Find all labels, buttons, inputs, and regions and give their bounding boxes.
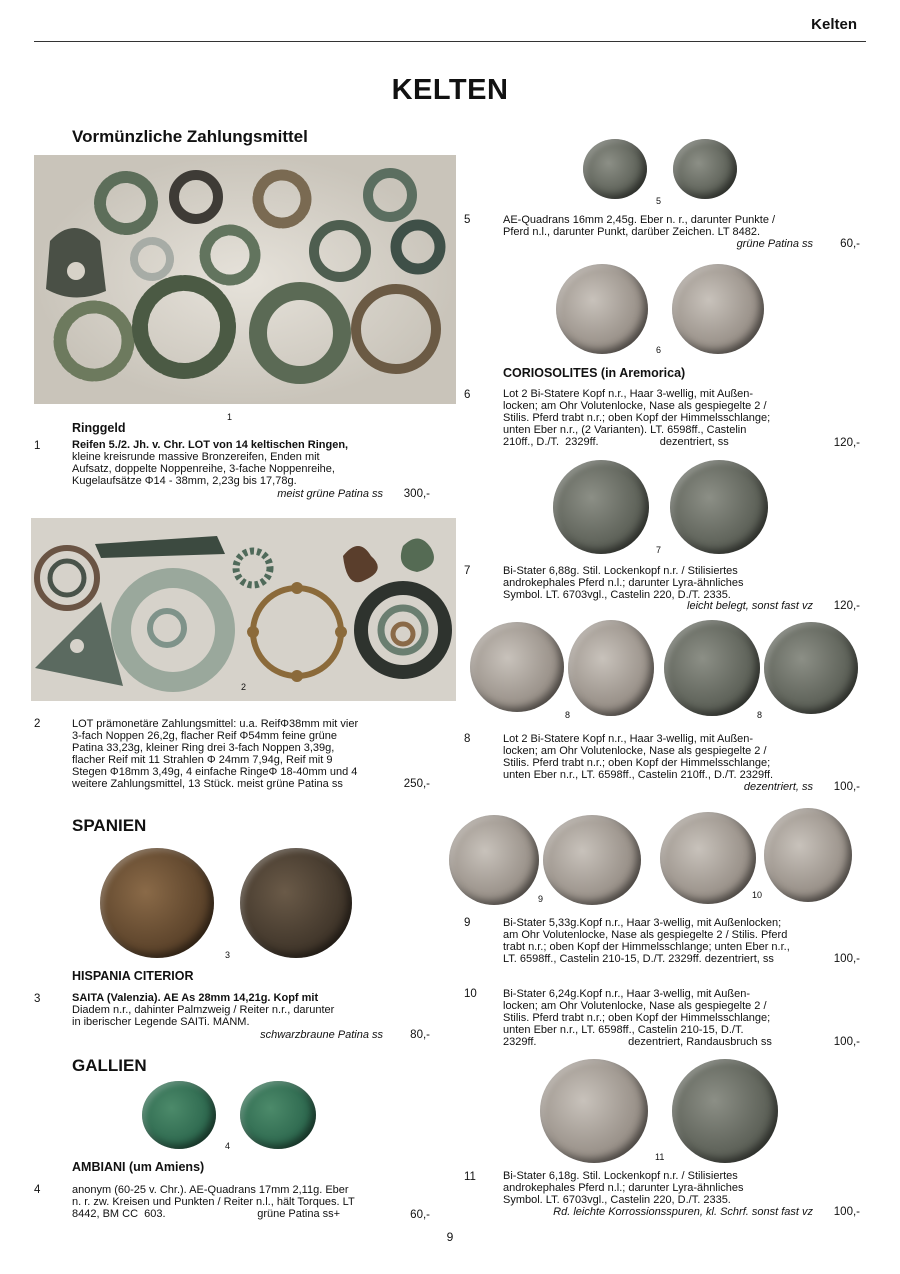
figure-number-9: 9 [538, 894, 544, 904]
coin-8b-reverse [764, 622, 858, 714]
lot-number-4: 4 [34, 1184, 41, 1196]
lot-9-line-3: trabt n.r.; oben Kopf der Himmelsschlange; unten Eber n.r., [503, 941, 790, 953]
lot-price-6: 120,- [833, 437, 860, 449]
figure-number-10: 10 [752, 890, 763, 900]
coin-8a-obverse [470, 622, 564, 712]
lot-grade-1: meist grüne Patina ss [277, 488, 383, 500]
coin-10-obverse [660, 812, 756, 904]
coin-5-reverse [673, 139, 737, 199]
lot-description-4 [72, 1184, 383, 1220]
lot-grade-3: schwarzbraune Patina ss [260, 1029, 383, 1041]
coin-4-obverse [142, 1081, 216, 1149]
figure-number-3: 3 [225, 950, 231, 960]
lot-price-9: 100,- [833, 953, 860, 965]
coin-3-obverse [100, 848, 214, 958]
lot-5-line-2: Pferd n.l., darunter Punkt, darüber Zeichen. LT 8482. [503, 226, 761, 238]
page-title: KELTEN [391, 74, 509, 106]
lot-2-line-4: flacher Reif mit 11 Strahlen Φ 24mm 7,94g, Reif mit 9 [72, 754, 333, 766]
lot-2-line-5: Stegen Φ18mm 3,49g, 4 einfache RingeΦ 18-40mm und 4 [72, 766, 358, 778]
lot-5-line-1: AE-Quadrans 16mm 2,45g. Eber n. r., darunter Punkte / [503, 214, 776, 226]
lot-1-line-4: Kugelaufsätze Φ14 - 38mm, 2,23g bis 17,78g. [72, 475, 297, 487]
lot-2-line-2: 3-fach Noppen 26,2g, flacher Reif Φ54mm feine grüne [72, 730, 337, 742]
lot-8-line-4: unten Eber n.r., LT. 6598ff., Castelin 210ff., D./T. 2329ff. [503, 769, 774, 781]
coin-6-obverse [556, 264, 648, 354]
coin-9-reverse [543, 815, 641, 905]
figure-number-8a: 8 [565, 710, 571, 720]
lot-price-10: 100,- [833, 1036, 860, 1048]
lot-number-5: 5 [464, 214, 471, 226]
lot-1-line-2: kleine kreisrunde massive Bronzereifen, Enden mit [72, 451, 320, 463]
lot-3-line-1: SAITA (Valenzia). AE As 28mm 14,21g. Kopf mit [72, 992, 319, 1004]
lot-price-2: 250,- [403, 778, 430, 790]
lot-6-line-1: Lot 2 Bi-Statere Kopf n.r., Haar 3-wellig, mit Außen- [503, 388, 754, 400]
lot-description-11 [503, 1170, 814, 1206]
coin-7-obverse [553, 460, 649, 554]
lot-1-line-1: Reifen 5./2. Jh. v. Chr. LOT von 14 keltischen Ringen, [72, 439, 349, 451]
coin-3-reverse [240, 848, 352, 958]
coin-4-reverse [240, 1081, 316, 1149]
coin-10-reverse [764, 808, 852, 902]
lot-1-line-3: Aufsatz, doppelte Noppenreihe, 3-fache Noppenreihe, [72, 463, 335, 475]
lot-6-line-2: locken; am Ohr Volutenlocke, Nase als gespiegelte 2 / [503, 400, 767, 412]
lot-10-line-1: Bi-Stater 6,24g.Kopf n.r., Haar 3-wellig, mit Außen- [503, 988, 751, 1000]
lot-6-line-3: Stilis. Pferd trabt n.r.; oben Kopf der Himmelsschlange; [503, 412, 771, 424]
lot-grade-5: grüne Patina ss [736, 238, 813, 250]
lot-price-1: 300,- [403, 488, 430, 500]
lot-number-2: 2 [34, 718, 41, 730]
lot-description-8 [503, 733, 814, 781]
lot-3-line-2: Diadem n.r., dahinter Palmzweig / Reiter n.r., darunter [72, 1004, 335, 1016]
ringgeld-photo [34, 155, 456, 404]
lot-10-line-4: unten Eber n.r., LT. 6598ff., Castelin 210-15, D./T. [503, 1024, 744, 1036]
zahlungsmittel-photo [31, 518, 456, 701]
lot-number-8: 8 [464, 733, 471, 745]
figure-number-1: 1 [227, 412, 233, 422]
lot-4-line-2: n. r. zw. Kreisen und Punkten / Reiter n.l., hält Torques. LT [72, 1196, 355, 1208]
lot-10-line-5: 2329ff. dezentriert, Randausbruch ss [503, 1036, 772, 1048]
lot-price-8: 100,- [833, 781, 860, 793]
lot-description-6 [503, 388, 814, 448]
coin-11-obverse [540, 1059, 648, 1163]
lot-description-1 [72, 439, 383, 487]
lot-10-line-3: Stilis. Pferd trabt n.r.; oben Kopf der Himmelsschlange; [503, 1012, 771, 1024]
lot-description-10 [503, 988, 814, 1048]
lot-grade-11: Rd. leichte Korrossionsspuren, kl. Schrf. sonst fast vz [553, 1206, 813, 1218]
lot-11-line-3: Symbol. LT. 6703vgl., Castelin 220, D./T. 2335. [503, 1194, 731, 1206]
coin-9-obverse [449, 815, 539, 905]
lot-price-11: 100,- [833, 1206, 860, 1218]
lot-9-line-2: am Ohr Volutenlocke, Nase als gespiegelte 2 / Stilis. Pferd [503, 929, 788, 941]
lot-grade-8: dezentriert, ss [743, 781, 813, 793]
coin-8b-obverse [664, 620, 760, 716]
figure-number-8b: 8 [757, 710, 763, 720]
lot-9-line-4: LT. 6598ff., Castelin 210-15, D./T. 2329ff. dezentriert, ss [503, 953, 774, 965]
heading-ambiani: AMBIANI (um Amiens) [72, 1160, 205, 1174]
lot-description-3 [72, 992, 383, 1028]
lot-price-4: 60,- [410, 1209, 430, 1221]
lot-3-line-3: in iberischer Legende SAITi. MANM. [72, 1016, 250, 1028]
lot-price-3: 80,- [410, 1029, 430, 1041]
section-heading-spanien: SPANIEN [72, 816, 147, 835]
page-number: 9 [446, 1230, 454, 1244]
lot-9-line-1: Bi-Stater 5,33g.Kopf n.r., Haar 3-wellig, mit Außenlocken; [503, 917, 782, 929]
lot-11-line-1: Bi-Stater 6,18g. Stil. Lockenkopf n.r. / Stilisiertes [503, 1170, 738, 1182]
figure-number-11: 11 [655, 1152, 665, 1162]
lot-number-6: 6 [464, 389, 471, 401]
figure-number-5: 5 [656, 196, 662, 206]
lot-2-line-6: weitere Zahlungsmittel, 13 Stück. meist grüne Patina ss [72, 778, 343, 790]
lot-8-line-3: Stilis. Pferd trabt n.r.; oben Kopf der Himmelsschlange; [503, 757, 771, 769]
lot-2-line-1: LOT prämonetäre Zahlungsmittel: u.a. ReifΦ38mm mit vier [72, 718, 359, 730]
lot-number-10: 10 [464, 988, 477, 1000]
lot-6-line-4: unten Eber n.r., (2 Varianten). LT. 6598ff., Castelin [503, 424, 747, 436]
lot-7-line-3: Symbol. LT. 6703vgl., Castelin 220, D./T. 2335. [503, 589, 731, 601]
lot-6-line-5: 210ff., D./T. 2329ff. dezentriert, ss [503, 436, 729, 448]
lot-10-line-2: locken; am Ohr Volutenlocke, Nase als gespiegelte 2 / [503, 1000, 767, 1012]
header-rule [34, 41, 866, 42]
figure-number-2: 2 [241, 682, 247, 692]
coin-5-obverse [583, 139, 647, 199]
heading-hispania-citerior: HISPANIA CITERIOR [72, 969, 194, 983]
lot-number-1: 1 [34, 440, 41, 452]
lot-8-line-2: locken; am Ohr Volutenlocke, Nase als gespiegelte 2 / [503, 745, 767, 757]
lot-7-line-1: Bi-Stater 6,88g. Stil. Lockenkopf n.r. / Stilisiertes [503, 565, 738, 577]
running-head: Kelten [811, 16, 857, 33]
coin-11-reverse [672, 1059, 778, 1163]
coin-7-reverse [670, 460, 768, 554]
lot-11-line-2: androkephales Pferd n.l.; darunter Lyra-ähnliches [503, 1182, 744, 1194]
lot-4-line-1: anonym (60-25 v. Chr.). AE-Quadrans 17mm 2,11g. Eber [72, 1184, 349, 1196]
lot-number-11: 11 [464, 1171, 476, 1183]
lot-description-7 [503, 565, 814, 601]
section-heading-gallien: GALLIEN [72, 1056, 147, 1075]
lot-4-line-3: 8442, BM CC 603. grüne Patina ss+ [72, 1208, 341, 1220]
heading-ringgeld: Ringgeld [72, 421, 126, 435]
lot-number-7: 7 [464, 565, 471, 577]
coin-8a-reverse [568, 620, 654, 716]
lot-7-line-2: androkephales Pferd n.l.; darunter Lyra-ähnliches [503, 577, 744, 589]
figure-number-6: 6 [656, 345, 662, 355]
section-heading-vormuenz: Vormünzliche Zahlungsmittel [72, 127, 308, 146]
figure-number-4: 4 [225, 1141, 231, 1151]
lot-description-9 [503, 917, 814, 965]
lot-8-line-1: Lot 2 Bi-Statere Kopf n.r., Haar 3-wellig, mit Außen- [503, 733, 754, 745]
lot-price-5: 60,- [840, 238, 860, 250]
lot-number-9: 9 [464, 917, 471, 929]
lot-description-2 [72, 718, 383, 790]
lot-price-7: 120,- [833, 600, 860, 612]
figure-number-7: 7 [656, 545, 662, 555]
lot-number-3: 3 [34, 993, 41, 1005]
heading-coriosolites: CORIOSOLITES (in Aremorica) [503, 366, 686, 380]
lot-grade-7: leicht belegt, sonst fast vz [687, 600, 813, 612]
lot-description-5 [503, 214, 814, 238]
lot-2-line-3: Patina 33,23g, kleiner Ring drei 3-fach Noppen 3,39g, [72, 742, 335, 754]
coin-6-reverse [672, 264, 764, 354]
